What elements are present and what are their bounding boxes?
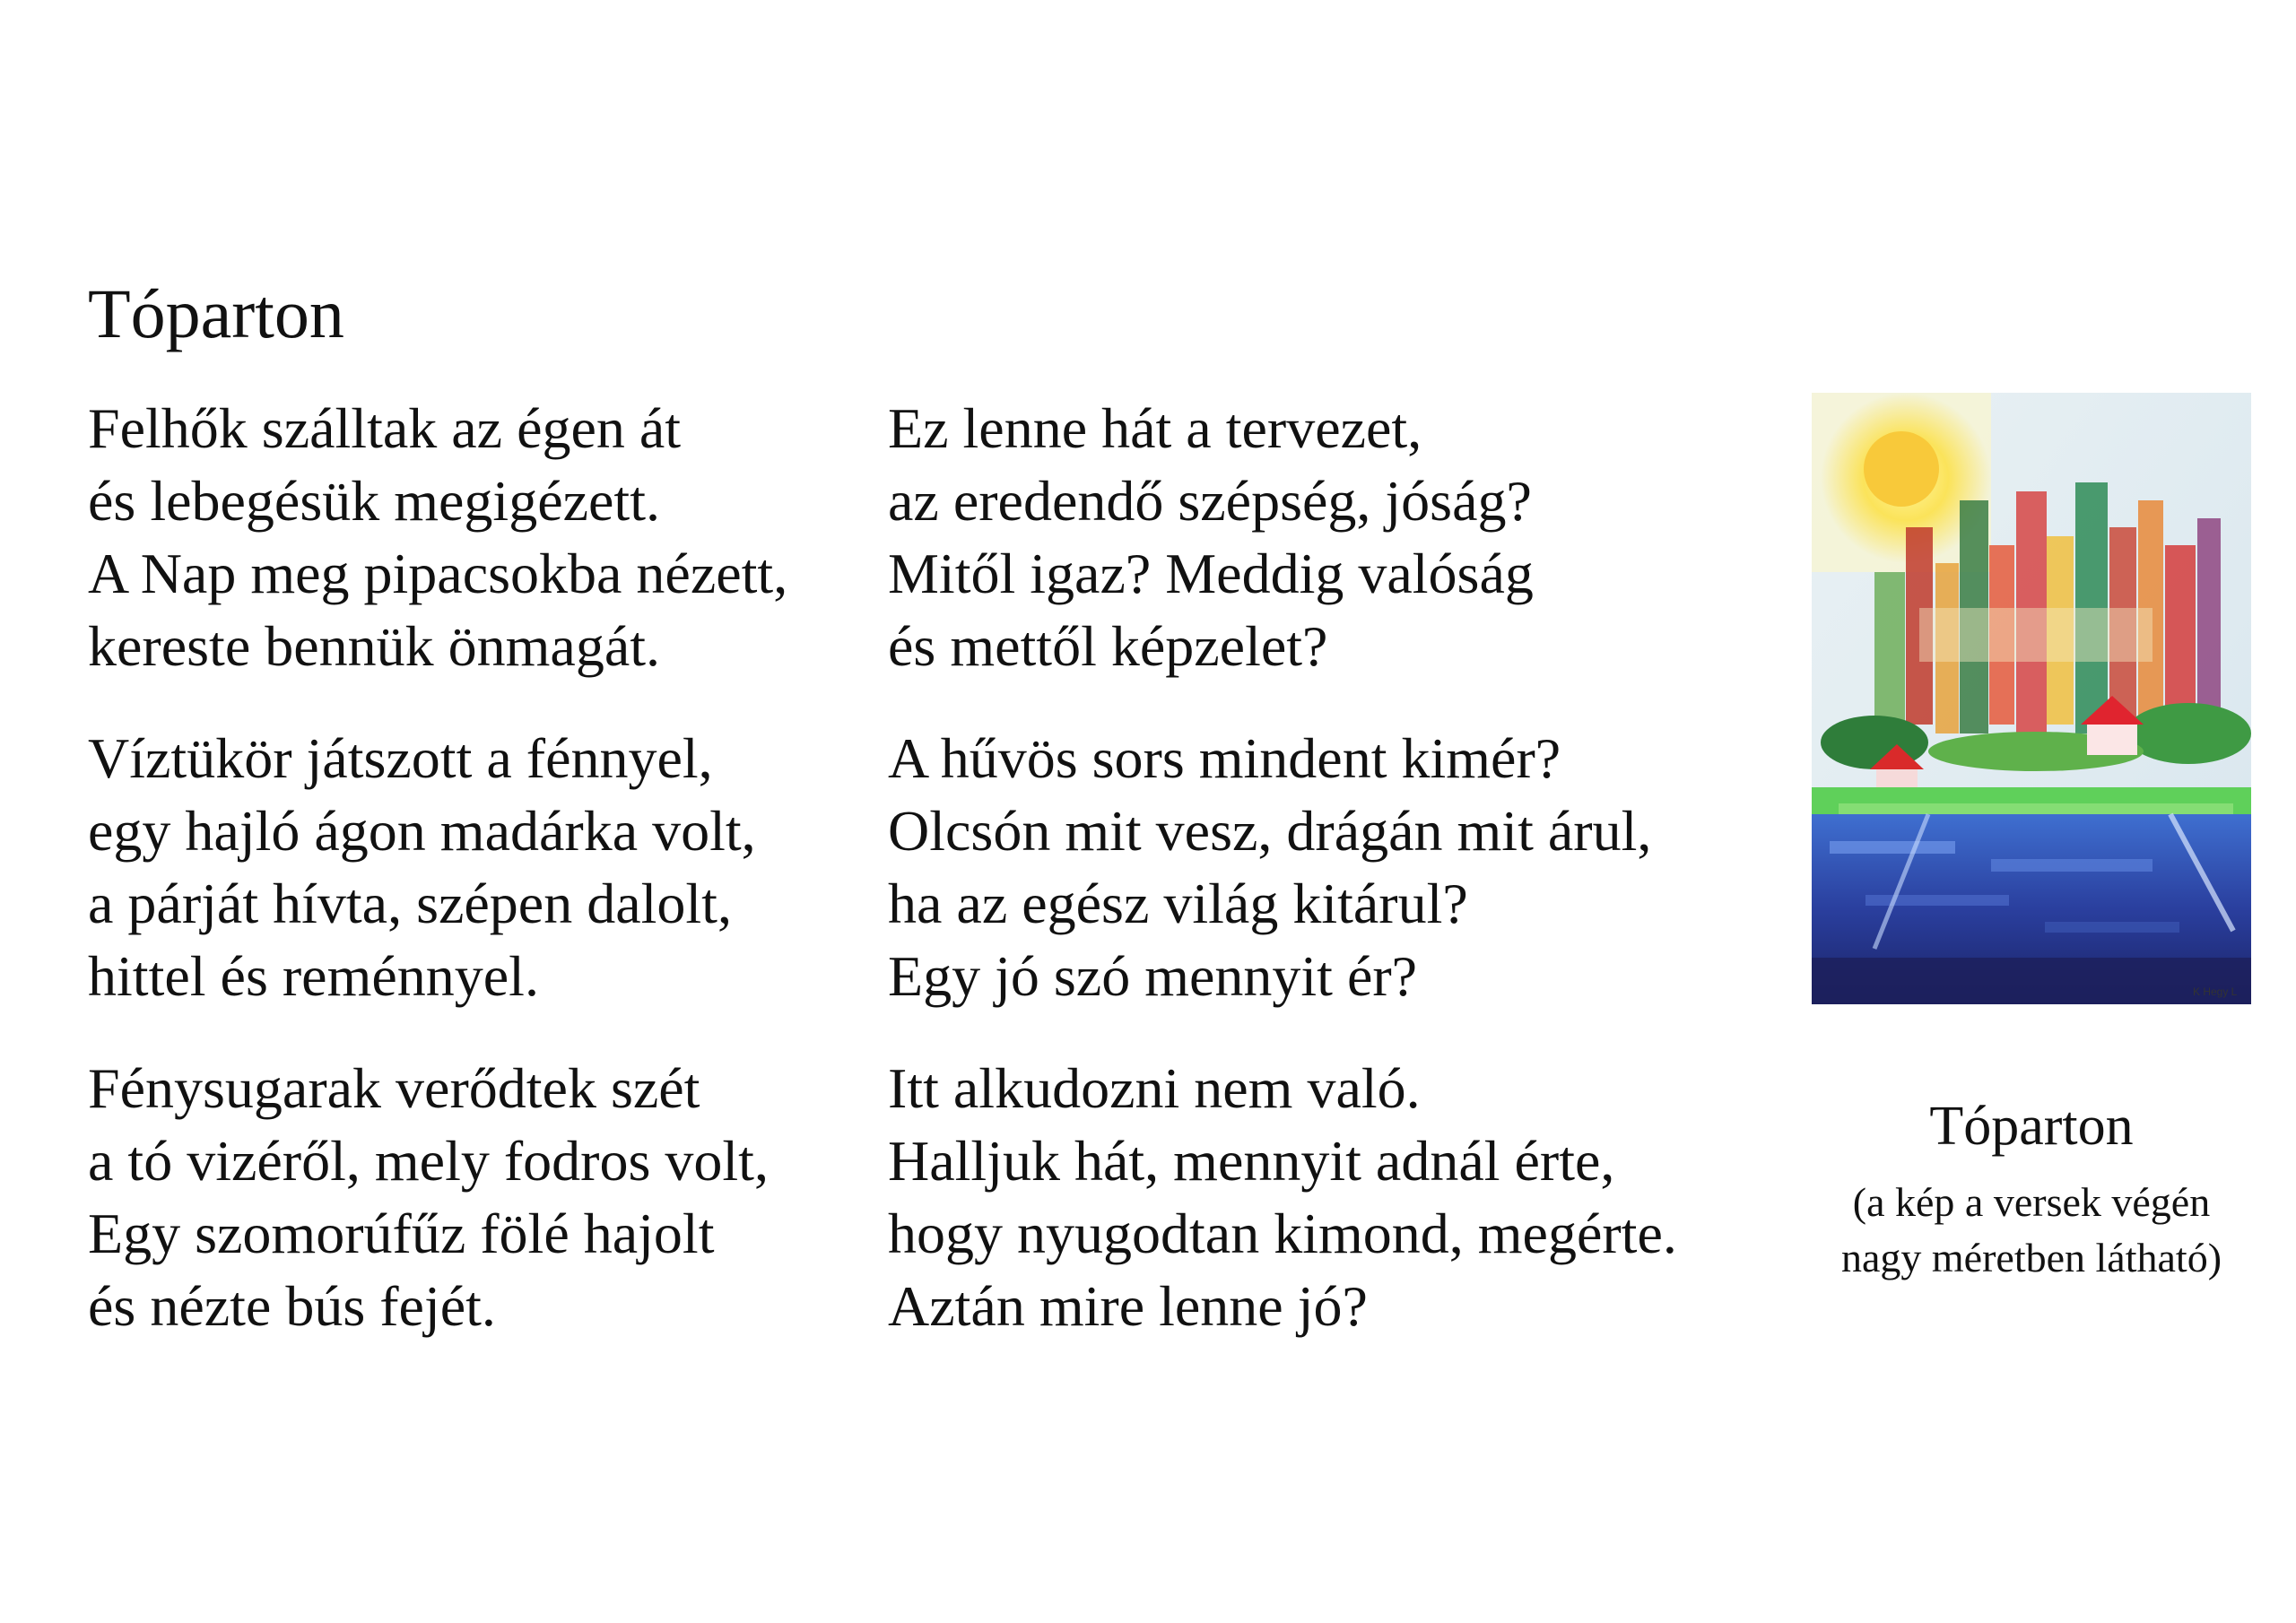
- painting-image: [1812, 393, 2251, 1004]
- stanza: [88, 1052, 787, 1342]
- poem-line: Egy szomorúfűz fölé hajolt: [88, 1202, 715, 1265]
- lakeside-painting: [1812, 393, 2251, 1004]
- poem-line: Víztükör játszott a fénnyel,: [88, 726, 713, 790]
- artwork-caption-title: Tóparton: [1929, 1096, 2134, 1157]
- poem-line: Mitől igaz? Meddig valóság: [888, 542, 1534, 605]
- poem-line: Fénysugarak verődtek szét: [88, 1056, 700, 1120]
- poem-line: hittel és reménnyel.: [88, 944, 539, 1008]
- caption-note-line: nagy méretben látható): [1840, 1235, 2222, 1280]
- stanza: [88, 722, 787, 1012]
- poem-line: hogy nyugodtan kimond, megérte.: [888, 1202, 1677, 1265]
- poem-line: Felhők szálltak az égen át: [88, 396, 682, 460]
- poem-column-right: [888, 392, 1677, 1382]
- poem-line: Halljuk hát, mennyit adnál érte,: [888, 1129, 1615, 1193]
- stanza: [888, 1052, 1677, 1342]
- stanza: [88, 392, 787, 682]
- poem-line: Ez lenne hát a tervezet,: [888, 396, 1422, 460]
- poem-line: és mettől képzelet?: [888, 614, 1328, 678]
- sun: [1864, 431, 1939, 507]
- poem-line: a párját hívta, szépen dalolt,: [88, 872, 732, 935]
- stanza: [888, 722, 1677, 1012]
- poem-line: a tó vizéről, mely fodros volt,: [88, 1129, 769, 1193]
- poem-line: és nézte bús fejét.: [88, 1274, 496, 1338]
- poem-column-left: [88, 392, 787, 1382]
- poem-line: Aztán mire lenne jó?: [888, 1274, 1368, 1338]
- poem-line: ha az egész világ kitárul?: [888, 872, 1468, 935]
- poem-line: Egy jó szó mennyit ér?: [888, 944, 1418, 1008]
- poem-line: az eredendő szépség, jóság?: [888, 469, 1532, 533]
- caption-note-line: (a kép a versek végén: [1852, 1179, 2211, 1225]
- poem-line: egy hajló ágon madárka volt,: [88, 799, 756, 863]
- painting-signature: K Hegy L: [2193, 985, 2238, 998]
- poem-title: Tóparton: [88, 274, 344, 352]
- poem-line: A hűvös sors mindent kimér?: [888, 726, 1561, 790]
- poem-line: A Nap meg pipacsokba nézett,: [88, 542, 788, 605]
- stanza: [888, 392, 1677, 682]
- poem-line: és lebegésük megigézett.: [88, 469, 660, 533]
- artwork-caption-note: [1789, 1175, 2274, 1286]
- house: [2087, 725, 2137, 755]
- poem-line: Olcsón mit vesz, drágán mit árul,: [888, 799, 1652, 863]
- poem-line: kereste bennük önmagát.: [88, 614, 660, 678]
- poem-line: Itt alkudozni nem való.: [888, 1056, 1421, 1120]
